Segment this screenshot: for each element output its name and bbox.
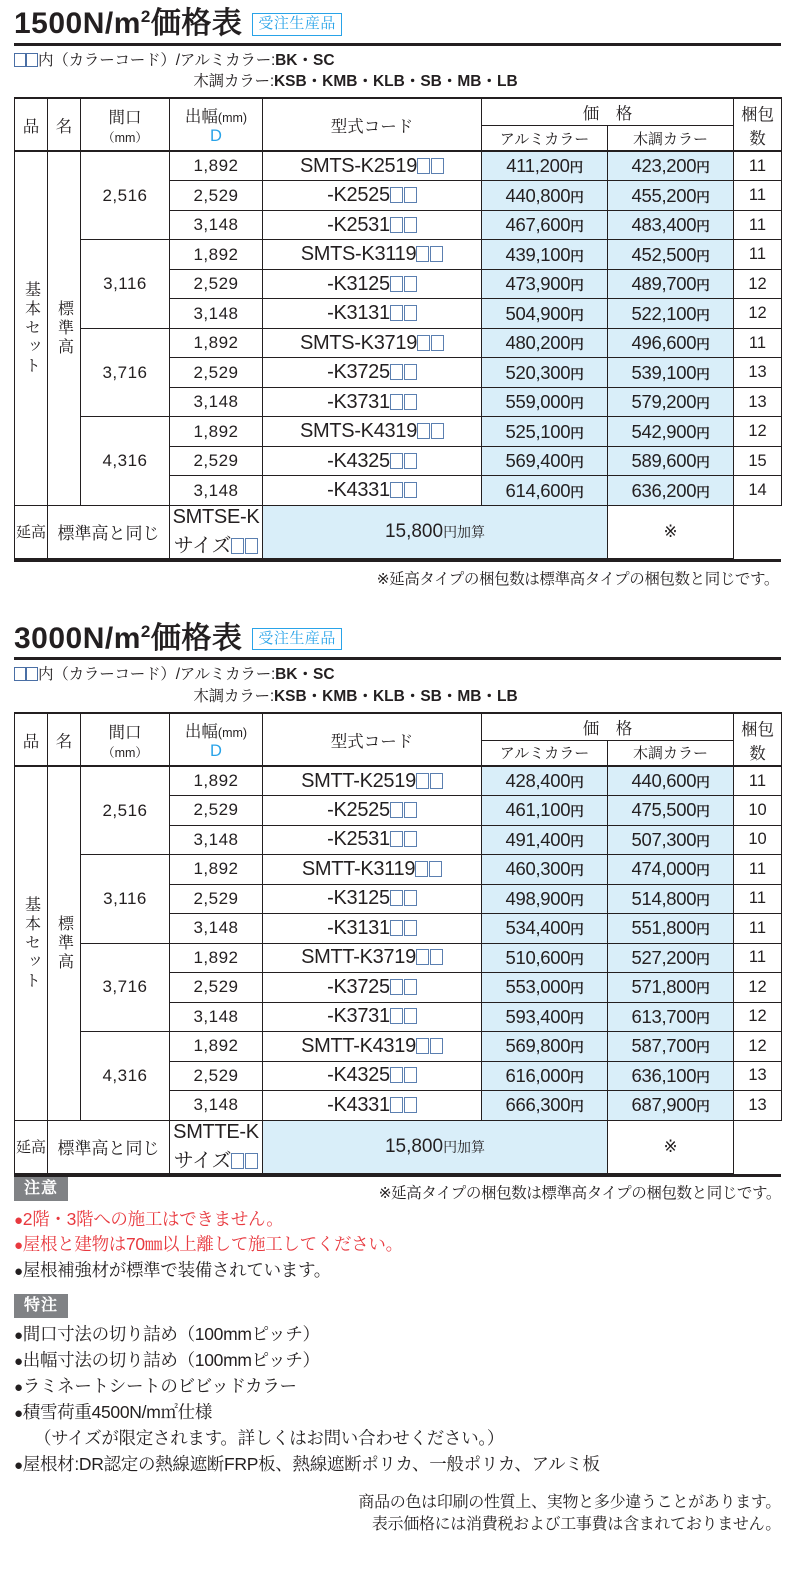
color-code-box-icon (404, 1097, 417, 1113)
color-note-line2-value: KSB・KMB・KLB・SB・MB・LB (273, 687, 518, 705)
cell-price-moku: 475,500円 (608, 796, 734, 826)
color-note-line2-label: 木調カラー: (193, 72, 274, 90)
header-dehaba-d: D (210, 127, 222, 146)
section-1500n (14, 0, 781, 589)
cell-dehaba: 1,892 (170, 151, 263, 181)
cell-price-alumi: 593,400円 (482, 1002, 608, 1032)
cell-price-moku: 483,400円 (608, 210, 734, 240)
row-label-height: 標準高 (48, 766, 81, 1120)
color-code-note (14, 46, 781, 98)
cell-dehaba: 2,529 (170, 884, 263, 914)
title-tail: 価格表 (150, 621, 243, 655)
list-item: ●2階・3階への施工はできません。 (14, 1208, 284, 1229)
header-dehaba (170, 713, 263, 766)
color-code-box-icon (390, 453, 403, 469)
cell-price-moku: 542,900円 (608, 417, 734, 447)
cell-dehaba: 2,529 (170, 269, 263, 299)
cell-maguchi: 2,516 (81, 766, 170, 855)
table-row-extension (15, 505, 782, 558)
cell-dehaba: 3,148 (170, 1091, 263, 1121)
color-code-box-icon (404, 276, 417, 292)
list-item: ●ラミネートシートのビビッドカラー (14, 1376, 297, 1397)
cell-pack-count: 13 (734, 358, 782, 388)
cell-model-code: -K3725 (263, 973, 482, 1003)
color-code-box-icon (245, 538, 258, 554)
status-badge: 受注生産品 (252, 13, 342, 35)
header-dehaba (170, 98, 263, 151)
price-table-3000n (14, 712, 782, 1174)
cell-model-code: -K2531 (263, 210, 482, 240)
list-item-subtext: （サイズが限定されます。詳しくはお問い合わせください。） (34, 1427, 505, 1448)
cell-extension-code: SMTTE-Kサイズ (170, 1120, 263, 1173)
cell-price-alumi: 614,600円 (482, 476, 608, 506)
cell-price-moku: 613,700円 (608, 1002, 734, 1032)
header-pack-label: 梱包 (741, 105, 774, 124)
header-mei: 名 (48, 713, 81, 766)
color-code-box-icon (390, 802, 403, 818)
color-code-box-icon (26, 667, 38, 681)
header-maguchi (81, 98, 170, 151)
color-note-line2-label: 木調カラー: (193, 687, 274, 705)
cell-price-moku: 571,800円 (608, 973, 734, 1003)
cell-pack-count: 13 (734, 1091, 782, 1121)
header-packcount (734, 713, 782, 766)
cell-dehaba: 1,892 (170, 1032, 263, 1062)
cell-pack-count: 12 (734, 1002, 782, 1032)
cell-price-alumi: 559,000円 (482, 387, 608, 417)
cell-extension-price: 15,800円加算 (263, 1120, 608, 1173)
row-label-height: 標準高 (48, 151, 81, 505)
cell-pack-count: 13 (734, 387, 782, 417)
cell-pack-count: 15 (734, 446, 782, 476)
header-price: 価 格 (482, 98, 734, 125)
header-code: 型式コード (263, 713, 482, 766)
color-code-box-icon (404, 482, 417, 498)
section-title-row (14, 615, 781, 657)
cell-dehaba: 3,148 (170, 387, 263, 417)
cell-pack-count: 11 (734, 943, 782, 973)
color-code-box-icon (429, 861, 442, 877)
color-code-box-icon (404, 187, 417, 203)
cell-dehaba: 1,892 (170, 766, 263, 796)
header-moku-color: 木調カラー (608, 740, 734, 766)
table-body (15, 151, 782, 558)
cell-extension-same-as: 標準高と同じ (48, 1120, 170, 1173)
color-code-box-icon (431, 423, 444, 439)
cell-model-code: -K4325 (263, 446, 482, 476)
header-maguchi-label: 間口 (108, 723, 142, 742)
cell-extension-same-as: 標準高と同じ (48, 505, 170, 558)
cell-price-moku: 489,700円 (608, 269, 734, 299)
color-code-box-icon (14, 667, 26, 681)
color-note-line1-value: BK・SC (275, 51, 335, 69)
header-maguchi-unit: （mm） (102, 130, 148, 145)
cell-model-code: SMTS-K2519 (263, 151, 482, 181)
cell-price-moku: 527,200円 (608, 943, 734, 973)
table-row (15, 151, 782, 181)
color-code-box-icon (390, 1008, 403, 1024)
status-badge: 受注生産品 (252, 628, 342, 650)
cell-price-alumi: 467,600円 (482, 210, 608, 240)
header-code: 型式コード (263, 98, 482, 151)
cell-maguchi: 3,716 (81, 943, 170, 1032)
color-code-box-icon (404, 217, 417, 233)
header-maguchi-label: 間口 (108, 108, 142, 127)
color-code-box-icon (390, 1067, 403, 1083)
bullet-icon: ● (14, 1405, 23, 1423)
section-3000n (14, 615, 781, 1177)
cell-model-code: SMTT-K2519 (263, 766, 482, 796)
title-superscript: 2 (140, 7, 151, 26)
color-code-box-icon (26, 53, 38, 67)
cell-pack-count: 11 (734, 328, 782, 358)
color-note-line2-value: KSB・KMB・KLB・SB・MB・LB (273, 72, 518, 90)
cell-model-code: SMTS-K3119 (263, 240, 482, 270)
color-code-box-icon (14, 53, 26, 67)
cell-model-code: -K4331 (263, 1091, 482, 1121)
color-code-box-icon (390, 394, 403, 410)
color-code-box-icon (231, 1153, 244, 1169)
header-moku-color: 木調カラー (608, 125, 734, 151)
cell-extension-code: SMTSE-Kサイズ (170, 505, 263, 558)
table-header-row (15, 98, 782, 125)
cell-price-alumi: 498,900円 (482, 884, 608, 914)
title-main: 1500N/m (14, 7, 141, 40)
color-code-box-icon (430, 1038, 443, 1054)
color-code-box-icon (417, 158, 430, 174)
bullet-icon: ● (14, 1456, 23, 1474)
color-code-note (14, 660, 781, 712)
cell-price-alumi: 460,300円 (482, 855, 608, 885)
color-code-box-icon (416, 246, 429, 262)
cell-dehaba: 2,529 (170, 973, 263, 1003)
cell-price-alumi: 534,400円 (482, 914, 608, 944)
cell-price-moku: 636,100円 (608, 1061, 734, 1091)
cell-dehaba: 2,529 (170, 446, 263, 476)
cell-dehaba: 3,148 (170, 210, 263, 240)
cell-pack-count: 11 (734, 240, 782, 270)
cell-extension-price: 15,800円加算 (263, 505, 608, 558)
color-note-line1-label: 内（カラーコード）/アルミカラー: (38, 666, 276, 684)
cell-price-alumi: 480,200円 (482, 328, 608, 358)
cell-model-code: -K2525 (263, 796, 482, 826)
color-code-box-icon (404, 394, 417, 410)
table-row-extension (15, 1120, 782, 1173)
row-label-product: 基本セット (15, 151, 48, 505)
cell-maguchi: 2,516 (81, 151, 170, 240)
bullet-icon: ● (14, 1237, 23, 1255)
color-code-box-icon (404, 890, 417, 906)
title-superscript: 2 (140, 621, 151, 641)
disclaimer (14, 1478, 781, 1537)
cell-dehaba: 1,892 (170, 240, 263, 270)
color-code-box-icon (431, 335, 444, 351)
bullet-icon: ● (14, 1211, 23, 1229)
table-footnote: ※延高タイプの梱包数は標準高タイプの梱包数と同じです。 (376, 570, 779, 588)
cell-maguchi: 4,316 (81, 417, 170, 506)
cell-price-moku: 687,900円 (608, 1091, 734, 1121)
color-code-box-icon (390, 1097, 403, 1113)
color-code-box-icon (404, 802, 417, 818)
table-row (15, 240, 782, 270)
cell-dehaba: 1,892 (170, 943, 263, 973)
price-table-1500n (14, 97, 782, 559)
cell-price-alumi: 491,400円 (482, 825, 608, 855)
cell-extension-label: 延高 (15, 1120, 48, 1173)
title-tail: 価格表 (150, 7, 243, 40)
cell-pack-count: 11 (734, 210, 782, 240)
cell-price-alumi: 473,900円 (482, 269, 608, 299)
cell-dehaba: 2,529 (170, 358, 263, 388)
color-code-box-icon (415, 861, 428, 877)
cell-pack-count: 11 (734, 884, 782, 914)
cell-price-moku: 423,200円 (608, 151, 734, 181)
row-label-product: 基本セット (15, 766, 48, 1120)
cell-model-code: -K2531 (263, 825, 482, 855)
cell-pack-count: 13 (734, 1061, 782, 1091)
cell-price-moku: 496,600円 (608, 328, 734, 358)
cell-maguchi: 4,316 (81, 1032, 170, 1121)
cell-dehaba: 2,529 (170, 181, 263, 211)
cell-model-code: -K3725 (263, 358, 482, 388)
cell-model-code: SMTS-K3719 (263, 328, 482, 358)
table-footnote: ※延高タイプの梱包数は標準高タイプの梱包数と同じです。 (378, 1184, 781, 1202)
header-mei: 名 (48, 98, 81, 151)
cell-pack-count: 10 (734, 796, 782, 826)
bullet-icon: ● (14, 1353, 23, 1371)
cell-pack-count: 14 (734, 476, 782, 506)
header-pack-label: 梱包 (741, 720, 774, 739)
color-note-line1-value: BK・SC (275, 666, 335, 684)
cell-model-code: SMTS-K4319 (263, 417, 482, 447)
list-item: ●出幅寸法の切り詰め（100mmピッチ） (14, 1350, 320, 1371)
special-order-header (14, 1294, 781, 1318)
cell-dehaba: 2,529 (170, 1061, 263, 1091)
cell-maguchi: 3,116 (81, 240, 170, 329)
bullet-icon: ● (14, 1327, 23, 1345)
color-code-box-icon (404, 364, 417, 380)
cell-pack-count: 11 (734, 151, 782, 181)
page-title (14, 623, 242, 655)
cell-price-moku: 452,500円 (608, 240, 734, 270)
caution-list (14, 1207, 781, 1285)
cell-pack-count: 12 (734, 269, 782, 299)
special-order-list (14, 1322, 781, 1477)
header-alumi-color: アルミカラー (482, 740, 608, 766)
cell-price-moku: 539,100円 (608, 358, 734, 388)
color-code-box-icon (390, 217, 403, 233)
color-code-box-icon (404, 831, 417, 847)
header-alumi-color: アルミカラー (482, 125, 608, 151)
caution-header (14, 1177, 781, 1203)
cell-maguchi: 3,716 (81, 328, 170, 417)
cell-model-code: -K3731 (263, 1002, 482, 1032)
cell-price-alumi: 504,900円 (482, 299, 608, 329)
color-code-box-icon (231, 538, 244, 554)
cell-model-code: -K2525 (263, 181, 482, 211)
cell-price-moku: 522,100円 (608, 299, 734, 329)
header-packcount (734, 98, 782, 151)
list-item: ●屋根と建物は70㎜以上離して施工してください。 (14, 1234, 403, 1255)
cell-price-moku: 455,200円 (608, 181, 734, 211)
table-body (15, 766, 782, 1173)
bullet-icon: ● (14, 1263, 23, 1281)
color-code-box-icon (417, 335, 430, 351)
color-code-box-icon (390, 305, 403, 321)
cell-pack-count: 12 (734, 973, 782, 1003)
cell-model-code: -K3731 (263, 387, 482, 417)
cell-price-moku: 636,200円 (608, 476, 734, 506)
cell-pack-count: 11 (734, 181, 782, 211)
color-code-box-icon (404, 1008, 417, 1024)
cell-price-alumi: 553,000円 (482, 973, 608, 1003)
header-pack-unit: 数 (749, 129, 766, 148)
color-code-box-icon (390, 920, 403, 936)
disclaimer-line-2: 表示価格には消費税および工事費は含まれておりません。 (371, 1516, 781, 1534)
color-code-box-icon (416, 949, 429, 965)
cell-model-code: -K4331 (263, 476, 482, 506)
cell-price-alumi: 616,000円 (482, 1061, 608, 1091)
special-order-tag: 特注 (14, 1294, 68, 1318)
cell-price-moku: 514,800円 (608, 884, 734, 914)
color-code-box-icon (417, 423, 430, 439)
spacer (14, 1284, 781, 1294)
cell-model-code: -K3131 (263, 914, 482, 944)
table-row (15, 766, 782, 796)
color-code-box-icon (404, 920, 417, 936)
list-item: ●屋根補強材が標準で装備されています。 (14, 1260, 331, 1281)
section-spacer (14, 589, 781, 615)
cell-pack-count: 12 (734, 417, 782, 447)
cell-dehaba: 3,148 (170, 1002, 263, 1032)
color-code-box-icon (430, 246, 443, 262)
cell-model-code: -K4325 (263, 1061, 482, 1091)
cell-pack-count: 11 (734, 855, 782, 885)
list-item: ●積雪荷重4500N/m㎡仕様 （サイズが限定されます。詳しくはお問い合わせください。） (14, 1400, 781, 1452)
cell-price-moku: 589,600円 (608, 446, 734, 476)
color-code-box-icon (390, 482, 403, 498)
header-dehaba-d: D (210, 742, 222, 760)
cell-price-alumi: 428,400円 (482, 766, 608, 796)
cell-price-alumi: 461,100円 (482, 796, 608, 826)
cell-dehaba: 1,892 (170, 417, 263, 447)
header-pack-unit: 数 (749, 744, 766, 763)
cell-extension-label: 延高 (15, 505, 48, 558)
page-title (14, 8, 242, 40)
cell-pack-count: 10 (734, 825, 782, 855)
table-row (15, 855, 782, 885)
cell-dehaba: 3,148 (170, 825, 263, 855)
header-dehaba-label: 出幅(mm) (184, 723, 248, 741)
cell-model-code: SMTT-K3719 (263, 943, 482, 973)
color-code-box-icon (390, 831, 403, 847)
cell-price-alumi: 439,100円 (482, 240, 608, 270)
list-item: ●間口寸法の切り詰め（100mmピッチ） (14, 1324, 320, 1345)
color-code-box-icon (390, 187, 403, 203)
header-hin: 品 (15, 713, 48, 766)
header-dehaba-label: 出幅(mm) (184, 108, 248, 127)
cell-price-moku: 440,600円 (608, 766, 734, 796)
color-code-box-icon (430, 949, 443, 965)
cell-price-alumi: 569,800円 (482, 1032, 608, 1062)
color-code-box-icon (404, 979, 417, 995)
cell-model-code: SMTT-K4319 (263, 1032, 482, 1062)
cell-dehaba: 2,529 (170, 796, 263, 826)
color-note-line1-label: 内（カラーコード）/アルミカラー: (38, 51, 276, 69)
cell-price-alumi: 569,400円 (482, 446, 608, 476)
table-row (15, 417, 782, 447)
cell-price-moku: 551,800円 (608, 914, 734, 944)
cell-extension-pack: ※ (608, 1120, 734, 1173)
header-maguchi (81, 713, 170, 766)
table-row (15, 943, 782, 973)
color-code-box-icon (390, 276, 403, 292)
cell-dehaba: 3,148 (170, 476, 263, 506)
cell-price-moku: 507,300円 (608, 825, 734, 855)
cell-price-alumi: 440,800円 (482, 181, 608, 211)
header-price: 価 格 (482, 713, 734, 740)
bullet-icon: ● (14, 1379, 23, 1397)
cell-price-alumi: 520,300円 (482, 358, 608, 388)
cell-model-code: -K3125 (263, 884, 482, 914)
cell-pack-count: 11 (734, 766, 782, 796)
cell-price-moku: 579,200円 (608, 387, 734, 417)
table-header-row (15, 713, 782, 740)
cell-price-alumi: 525,100円 (482, 417, 608, 447)
cell-pack-count: 12 (734, 299, 782, 329)
cell-price-alumi: 510,600円 (482, 943, 608, 973)
disclaimer-line-1: 商品の色は印刷の性質上、実物と多少違うことがあります。 (358, 1493, 781, 1511)
header-maguchi-unit: （mm） (102, 745, 148, 760)
table-row (15, 328, 782, 358)
header-hin: 品 (15, 98, 48, 151)
cell-pack-count: 12 (734, 1032, 782, 1062)
color-code-box-icon (390, 364, 403, 380)
color-code-box-icon (430, 773, 443, 789)
cell-price-moku: 474,000円 (608, 855, 734, 885)
cell-model-code: SMTT-K3119 (263, 855, 482, 885)
color-code-box-icon (404, 453, 417, 469)
color-code-box-icon (416, 773, 429, 789)
color-code-box-icon (404, 305, 417, 321)
color-code-box-icon (404, 1067, 417, 1083)
cell-dehaba: 3,148 (170, 914, 263, 944)
cell-price-alumi: 666,300円 (482, 1091, 608, 1121)
title-main: 3000N/m (14, 621, 141, 655)
cell-dehaba: 1,892 (170, 328, 263, 358)
color-code-box-icon (245, 1153, 258, 1169)
cell-extension-pack: ※ (608, 505, 734, 558)
table-row (15, 1032, 782, 1062)
cell-maguchi: 3,116 (81, 855, 170, 944)
cell-model-code: -K3131 (263, 299, 482, 329)
color-code-box-icon (390, 890, 403, 906)
cell-dehaba: 1,892 (170, 855, 263, 885)
caution-tag: 注意 (14, 1177, 68, 1201)
cell-dehaba: 3,148 (170, 299, 263, 329)
color-code-box-icon (390, 979, 403, 995)
section-title-row (14, 0, 781, 42)
color-code-box-icon (416, 1038, 429, 1054)
cell-price-alumi: 411,200円 (482, 151, 608, 181)
cell-price-moku: 587,700円 (608, 1032, 734, 1062)
cell-pack-count: 11 (734, 914, 782, 944)
color-code-box-icon (431, 158, 444, 174)
list-item: ●屋根材:DR認定の熱線遮断FRP板、熱線遮断ポリカ、一般ポリカ、アルミ板 (14, 1453, 600, 1474)
cell-model-code: -K3125 (263, 269, 482, 299)
